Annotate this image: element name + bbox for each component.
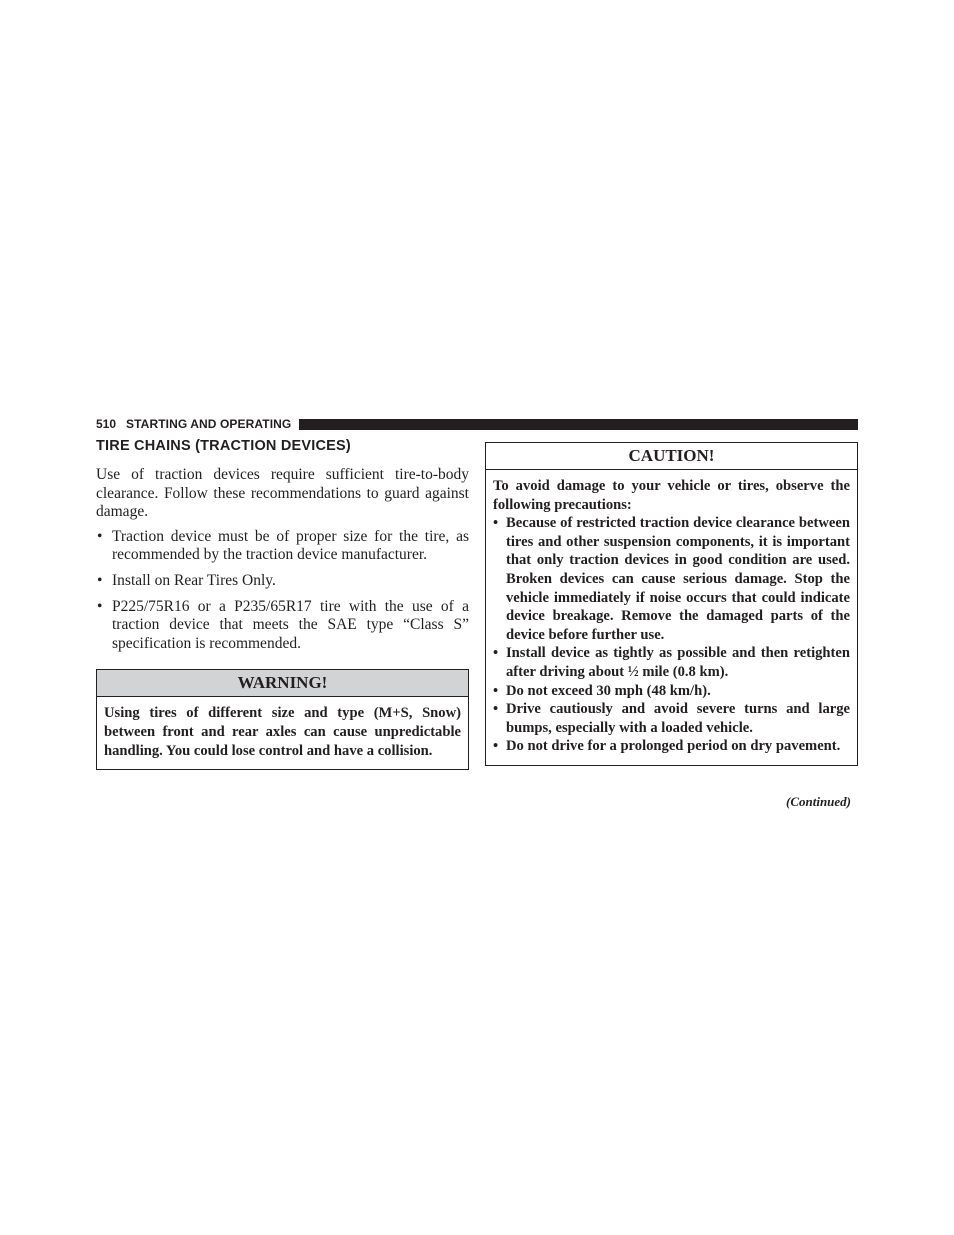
bullet-icon: •	[97, 571, 103, 589]
continued-note: (Continued)	[785, 794, 851, 809]
running-header	[96, 417, 858, 431]
list-item	[493, 644, 850, 681]
caution-body	[486, 470, 857, 765]
caution-list	[493, 514, 850, 756]
list-item-text: Install on Rear Tires Only.	[112, 571, 276, 589]
caution-intro: To avoid damage to your vehicle or tires, observe the following precautions:	[493, 478, 850, 513]
list-item	[493, 737, 850, 756]
bullet-icon: •	[493, 738, 499, 755]
left-column	[96, 438, 469, 770]
bullet-icon: •	[493, 645, 499, 662]
recommendation-list	[96, 528, 469, 654]
list-item-text: Traction device must be of proper size for the tire, as recommended by the traction device manufacturer.	[112, 527, 469, 564]
caution-heading: CAUTION!	[486, 443, 857, 470]
list-item-text: P225/75R16 or a P235/65R17 tire with the use of a traction device that meets the SAE type “Class S” specification is recommended.	[112, 597, 469, 652]
list-item	[493, 682, 850, 701]
warning-box	[96, 669, 469, 770]
list-item	[493, 700, 850, 737]
intro-paragraph: Use of traction devices require sufficient tire-to-body clearance. Follow these recommendations to guard against damage.	[96, 466, 469, 521]
bullet-icon: •	[493, 701, 499, 718]
section-name: STARTING AND OPERATING	[126, 417, 292, 431]
list-item-text: Install device as tightly as possible and then retighten after driving about ½ mile (0.8 km).	[506, 645, 850, 680]
warning-heading: WARNING!	[97, 670, 468, 697]
list-item	[96, 598, 469, 654]
bullet-icon: •	[493, 682, 499, 699]
bullet-icon: •	[97, 527, 103, 545]
list-item-text: Because of restricted traction device clearance between tires and other suspension components, it is important that only traction devices in good condition are used. Broken devices can cause serious damage. Stop the vehicle immediately if noise occurs that could indicate device breakage. Remove the damaged parts of the device before further use.	[506, 515, 850, 643]
list-item-text: Do not drive for a prolonged period on dry pavement.	[506, 738, 841, 755]
header-rule	[299, 419, 858, 430]
list-item-text: Drive cautiously and avoid severe turns and large bumps, especially with a loaded vehicle.	[506, 701, 850, 736]
list-item-text: Do not exceed 30 mph (48 km/h).	[506, 682, 711, 699]
bullet-icon: •	[493, 515, 499, 532]
warning-text: Using tires of different size and type (M+S, Snow) between front and rear axles can cause unpredictable handling. You could lose control and have a collision.	[104, 705, 461, 759]
bullet-icon: •	[97, 597, 103, 615]
page-number: 510	[96, 417, 117, 431]
caution-box	[485, 442, 858, 766]
section-title: TIRE CHAINS (TRACTION DEVICES)	[96, 438, 351, 454]
list-item	[96, 528, 469, 565]
right-column	[485, 442, 858, 766]
list-item	[96, 572, 469, 591]
list-item	[493, 514, 850, 644]
